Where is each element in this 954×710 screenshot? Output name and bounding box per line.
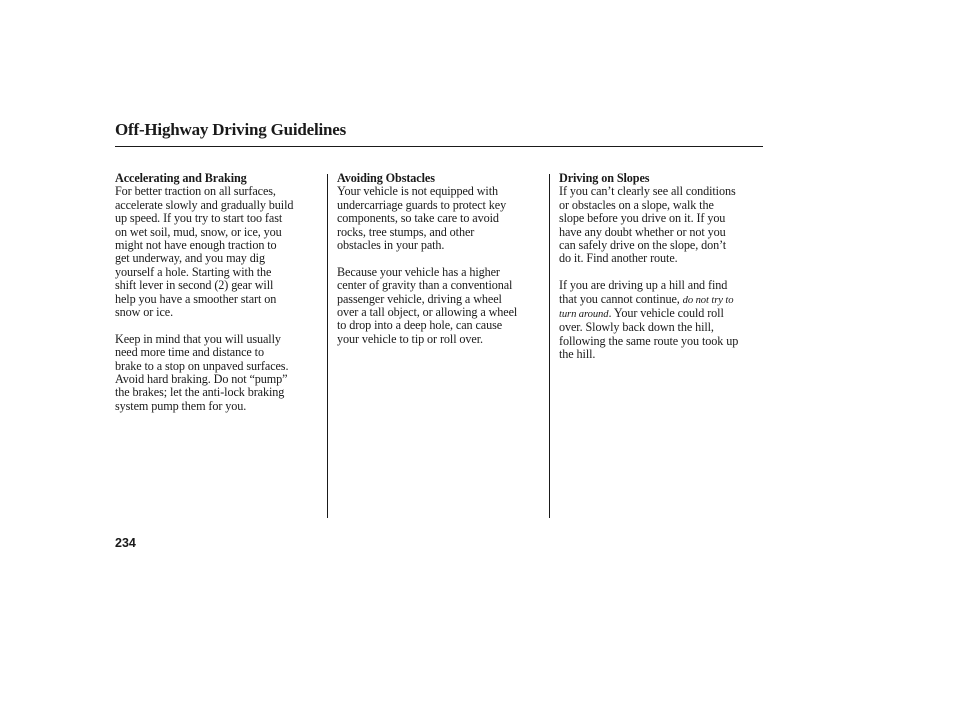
section-heading: Driving on Slopes (559, 171, 650, 185)
text-line: the hill. (559, 347, 596, 362)
text-run: . Your vehicle could roll (608, 306, 724, 321)
text-line: yourself a hole. Starting with the (115, 264, 272, 279)
text-run: that you cannot continue, (559, 291, 680, 306)
title-rule (115, 146, 763, 147)
text-line: Your vehicle is not equipped with (337, 184, 498, 199)
emphasis-text: turn around (559, 309, 609, 321)
text-line: get underway, and you may dig (115, 251, 265, 266)
text-line: over a tall object, or allowing a wheel (337, 305, 518, 320)
text-line: can safely drive on the slope, don’t (559, 238, 727, 253)
text-line: the brakes; let the anti-lock braking (115, 385, 285, 400)
paragraph (337, 185, 542, 252)
text-line: following the same route you took up (559, 333, 739, 348)
text-line: rocks, tree stumps, and other (337, 224, 475, 239)
text-line: Because your vehicle has a higher (337, 264, 500, 279)
emphasis-text: do not try to (682, 294, 734, 306)
text-line: components, so take care to avoid (337, 211, 499, 226)
paragraph (337, 266, 542, 346)
text-line: Avoid hard braking. Do not “pump” (115, 372, 288, 387)
paragraph (115, 185, 320, 319)
paragraph (559, 185, 764, 265)
column-divider (327, 174, 328, 518)
text-line: system pump them for you. (115, 398, 247, 413)
text-line: obstacles in your path. (337, 238, 445, 253)
text-line: brake to a stop on unpaved surfaces. (115, 358, 289, 373)
text-line: passenger vehicle, driving a wheel (337, 291, 502, 306)
text-line: help you have a smoother start on (115, 291, 277, 306)
column-accelerating-braking (115, 172, 320, 427)
text-line: to drop into a deep hole, can cause (337, 318, 503, 333)
text-line: shift lever in second (2) gear will (115, 278, 274, 293)
text-line: If you can’t clearly see all conditions (559, 184, 736, 199)
page-title: Off-Highway Driving Guidelines (115, 120, 347, 139)
text-line: might not have enough traction to (115, 238, 277, 253)
column-driving-on-slopes (559, 172, 764, 375)
paragraph (559, 279, 764, 361)
text-line: slope before you drive on it. If you (559, 211, 726, 226)
page-number: 234 (115, 536, 136, 550)
text-line (559, 307, 764, 321)
text-line: center of gravity than a conventional (337, 278, 513, 293)
text-line: on wet soil, mud, snow, or ice, you (115, 224, 282, 239)
text-line: accelerate slowly and gradually build (115, 197, 294, 212)
text-line: over. Slowly back down the hill, (559, 320, 714, 335)
text-line: have any doubt whether or not you (559, 224, 726, 239)
column-divider (549, 174, 550, 518)
section-heading: Avoiding Obstacles (337, 171, 435, 185)
text-line: your vehicle to tip or roll over. (337, 331, 483, 346)
text-line: snow or ice. (115, 305, 174, 320)
text-line: undercarriage guards to protect key (337, 197, 507, 212)
text-line: If you are driving up a hill and find (559, 278, 728, 293)
text-line: or obstacles on a slope, walk the (559, 197, 714, 212)
text-line: For better traction on all surfaces, (115, 184, 276, 199)
text-line: do it. Find another route. (559, 251, 678, 266)
column-avoiding-obstacles (337, 172, 542, 360)
text-line: Keep in mind that you will usually (115, 331, 281, 346)
text-line: up speed. If you try to start too fast (115, 211, 283, 226)
paragraph (115, 333, 320, 413)
text-line (559, 293, 764, 307)
text-line: need more time and distance to (115, 345, 264, 360)
section-heading: Accelerating and Braking (115, 171, 247, 185)
